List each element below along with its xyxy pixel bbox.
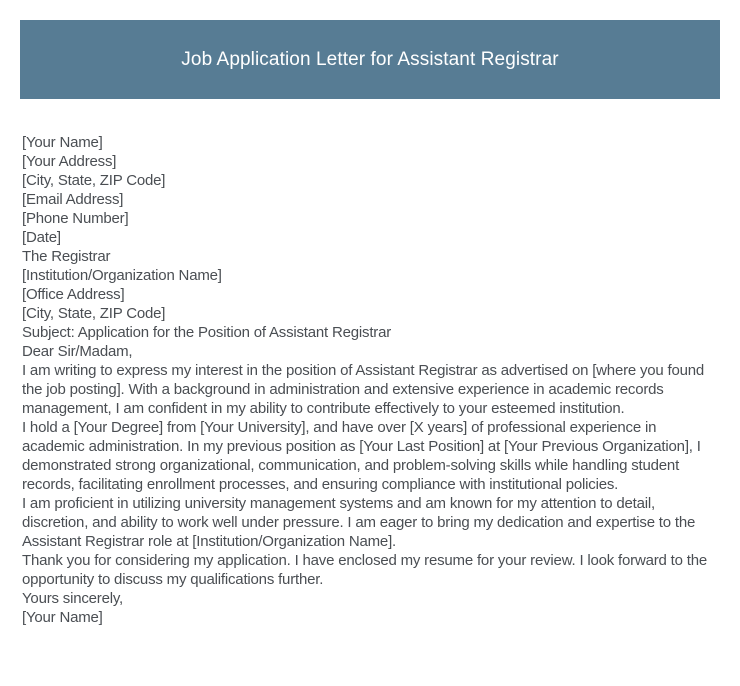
page-title: Job Application Letter for Assistant Registrar	[181, 48, 559, 70]
letter-line: Subject: Application for the Position of Assistant Registrar	[22, 324, 392, 341]
letter-line: [Your Name]	[22, 609, 103, 626]
letter-line: [City, State, ZIP Code]	[22, 172, 166, 189]
letter-line: I am proficient in utilizing university management systems and am known for my attention to detail, discretion, and ability to work well under pressure. I am eager to bring my dedication and expertise to the Assistant Registrar role at [Institution/Organization Name].	[22, 495, 696, 550]
letter-line: I am writing to express my interest in the position of Assistant Registrar as advertised on [where you found the job posting]. With a background in administration and extensive experience in academic records management, I am confident in my ability to contribute effectively to your esteemed institution.	[22, 362, 705, 417]
letter-line: The Registrar	[22, 248, 111, 265]
letter-line: I hold a [Your Degree] from [Your University], and have over [X years] of professional experience in academic administration. In my previous position as [Your Last Position] at [Your Previous Organization], I demonstrated strong organizational, communication, and problem-solving skills while handling student records, facilitating enrollment processes, and ensuring compliance with institutional policies.	[22, 419, 701, 493]
letter-line: [Your Name]	[22, 134, 103, 151]
letter-line: [Office Address]	[22, 286, 125, 303]
letter-address-block	[22, 133, 722, 361]
letter-line: [Date]	[22, 229, 61, 246]
letter-line: [City, State, ZIP Code]	[22, 305, 166, 322]
letter-line: [Institution/Organization Name]	[22, 267, 222, 284]
letter-paragraphs-block	[22, 361, 722, 589]
letter-line: Thank you for considering my application. I have enclosed my resume for your review. I look forward to the opportunity to discuss my qualifications further.	[22, 552, 707, 588]
header-banner	[20, 20, 720, 99]
letter-line: [Your Address]	[22, 153, 117, 170]
letter-line: [Email Address]	[22, 191, 124, 208]
letter-line: Dear Sir/Madam,	[22, 343, 133, 360]
letter-closing-block	[22, 589, 722, 627]
letter-line: Yours sincerely,	[22, 590, 124, 607]
letter-line: [Phone Number]	[22, 210, 129, 227]
letter-body	[22, 133, 722, 627]
